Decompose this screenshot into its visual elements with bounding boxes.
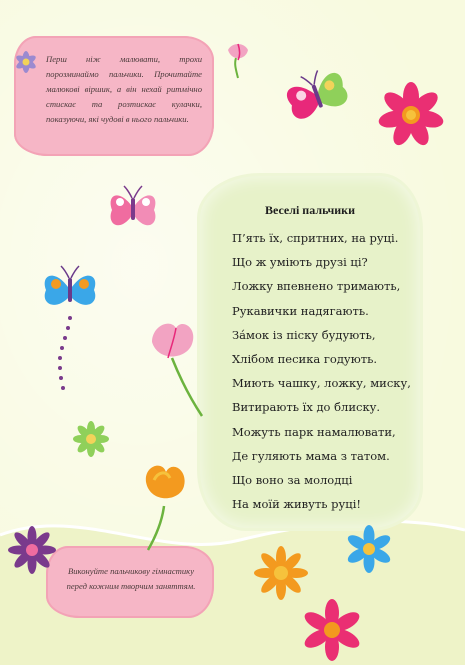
reminder-note [46,546,214,618]
tulip-icon [140,462,190,552]
butterfly-icon [40,264,100,394]
flower-icon [300,598,364,662]
flower-icon [254,546,308,600]
butterfly-icon [106,184,160,240]
poem-line: Витирають їх до блиску. [232,400,381,415]
poem-title: Веселі пальчики [264,203,356,217]
tulip-icon [146,318,208,418]
poem-line: Де гуляють мама з татом. [232,448,390,463]
daisy-icon [72,420,110,458]
poem-line: П’ять їх, спритних, на руці. [232,231,399,245]
intro-note [14,36,214,156]
poem-line: Можуть парк намалювати, [232,424,396,439]
flower-icon [8,526,56,574]
flower-icon [344,524,394,574]
flower-icon [12,48,40,76]
intro-note-text: Перш ніж малювати, трохи порозминаймо пальчики. Прочитайте малюкові віршик, а він нехай ритмічно стискає та розтискає кулачки, показуючи, які чудові в нього пальчики. [46,54,202,124]
reminder-note-text: Виконуйте пальчикову гімнастику перед кожним творчим заняттям. [66,566,196,591]
flower-icon [376,80,446,150]
poem-line: Що воно за молодці [232,472,353,487]
butterfly-icon [283,70,353,126]
poem-line: Ложку впевнено тримають, [232,279,401,294]
poem-line: Зáмок із піску будують, [232,327,376,342]
poem-line: На моїй живуть руці! [232,497,361,512]
poem-line: Що ж уміють друзі ці? [232,255,368,270]
poem-lines [232,226,411,516]
poem-line: Хлібом песика годують. [232,351,377,366]
poem-line: Миють чашку, ложку, миску, [232,376,411,391]
tulip-icon [222,40,254,80]
poem-line: Рукавички надягають. [232,303,369,318]
